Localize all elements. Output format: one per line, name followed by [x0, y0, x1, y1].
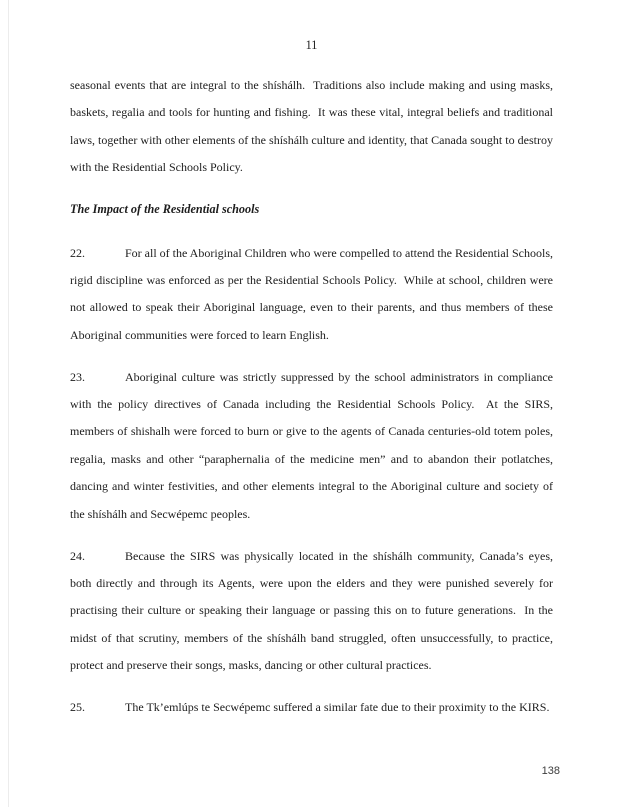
paragraph-23-number: 23.	[70, 369, 85, 384]
paragraph-25	[70, 694, 553, 721]
paragraph-22-text: For all of the Aboriginal Children who were compelled to attend the Residential Schools, rigid discipline was enforced as per the Residential Schools Policy. While at school, children were not allowed to speak their Aboriginal language, even to their parents, and thus members of these Aboriginal communities were forced to learn English.	[70, 245, 556, 342]
paragraph-intro: seasonal events that are integral to the shíshálh. Traditions also include making and using masks, baskets, regalia and tools for hunting and fishing. It was these vital, integral beliefs and traditional laws, together with other elements of the shíshálh culture and identity, that Canada sought to destroy with the Residential Schools Policy.	[70, 78, 556, 175]
paragraph-22	[70, 240, 556, 350]
paragraph-23	[70, 364, 556, 528]
paragraph-22-number: 22.	[70, 245, 85, 260]
paragraph-25-text: The Tk’emlúps te Secwépemc suffered a similar fate due to their proximity to the KIRS.	[125, 700, 550, 715]
page-number-bottom: 138	[541, 765, 560, 777]
paragraph-25-number: 25.	[70, 700, 85, 715]
paragraph-23-text: Aboriginal culture was strictly suppressed by the school administrators in compliance with the policy directives of Canada including the Residential Schools Policy. At the SIRS, members of shishalh were forced to burn or give to the agents of Canada centuries-old totem poles, regalia, masks and other “paraphernalia of the medicine men” and to abandon their potlatches, dancing and winter festivities, and other elements integral to the Aboriginal culture and society of the shíshálh and Secwépemc peoples.	[70, 369, 556, 521]
document-body	[70, 72, 556, 722]
paragraph-24	[70, 543, 556, 680]
paragraph-24-text: Because the SIRS was physically located in the shíshálh community, Canada’s eyes, both directly and through its Agents, were upon the elders and they were punished severely for practising their culture or speaking their language or passing this on to future generations. In the midst of that scrutiny, members of the shíshálh band struggled, often unsuccessfully, to practice, protect and preserve their songs, masks, dancing or other cultural practices.	[70, 548, 556, 673]
paragraph-24-number: 24.	[70, 548, 85, 563]
section-heading: The Impact of the Residential schools	[70, 202, 260, 217]
page-number-top: 11	[305, 38, 318, 52]
scan-edge-artifact	[8, 0, 9, 807]
